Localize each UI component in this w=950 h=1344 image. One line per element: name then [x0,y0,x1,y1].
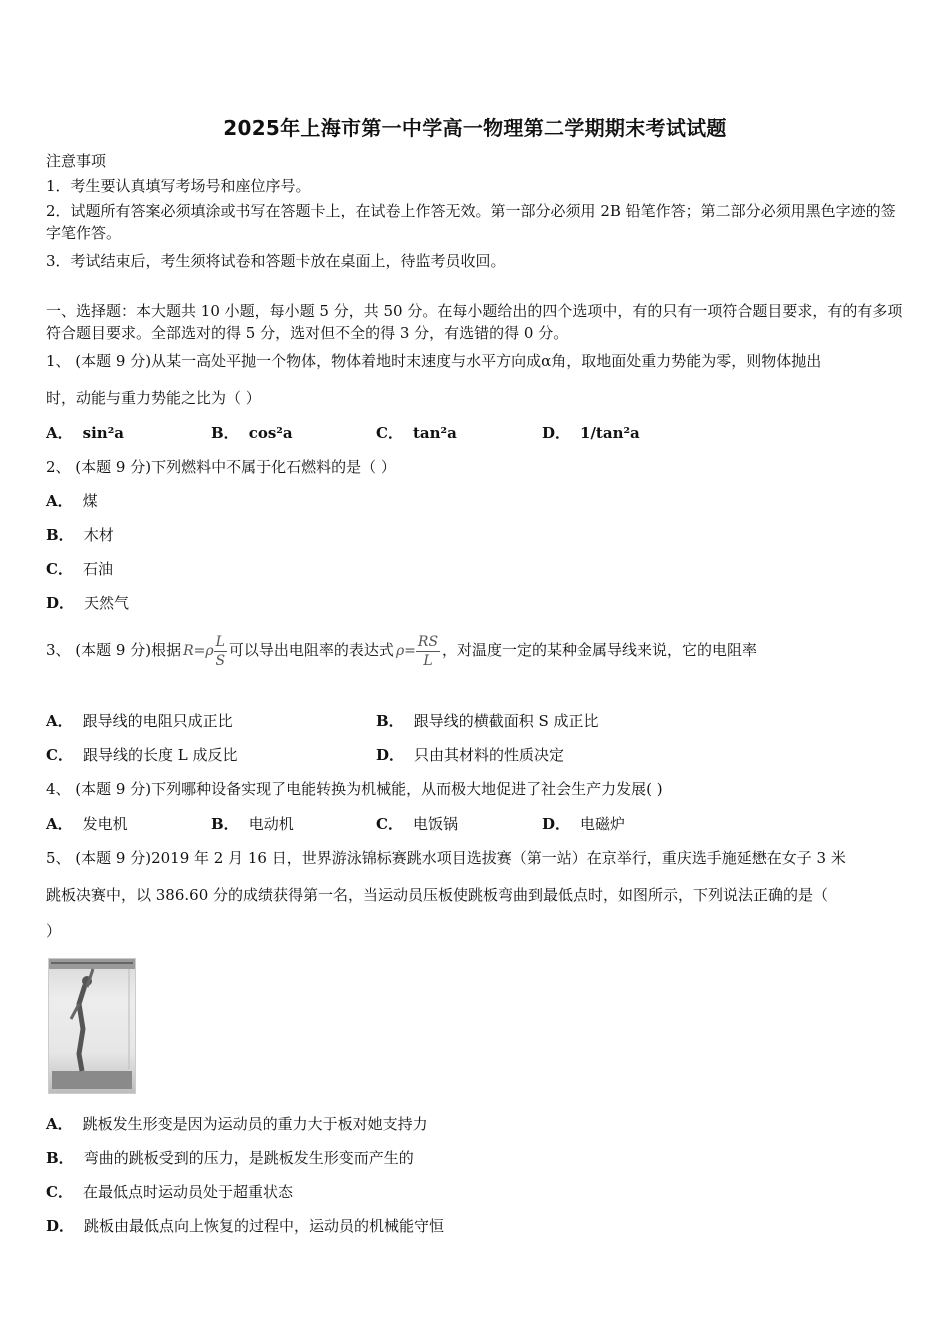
option-label: B． [46,1149,74,1167]
q3-stem-suffix: ，对温度一定的某种金属导线来说，它的电阻率 [442,641,758,659]
formula-fraction [416,633,440,670]
option-text: 只由其材料的性质决定 [414,746,565,764]
q1-stem-line1: 1、 (本题 9 分)从某一高处平抛一个物体，物体着地时末速度与水平方向成α角，取地面处重力势能为零，则物体抛出 [46,352,822,370]
q2-option-d [46,592,129,614]
q2-option-b [46,524,114,546]
q5-option-a [46,1113,428,1135]
q4-stem: 4、 (本题 9 分)下列哪种设备实现了电能转换为机械能，从而极大地促进了社会生产力发展( ) [46,780,663,798]
q4-option-d [542,813,625,835]
option-label: C． [46,1183,73,1201]
option-text: 电饭锅 [412,815,458,833]
q3-option-c [46,744,237,766]
option-label: D． [46,594,75,612]
section-intro: 一、选择题：本大题共 10 小题，每小题 5 分，共 50 分。在每小题给出的四个选项中，有的只有一项符合题目要求，有的有多项符合题目要求。全部选对的得 5 分，选对但不全的得 3 分，有选错的得 0 分。 [46,302,903,342]
q5-option-d [46,1215,444,1237]
option-label: A． [46,492,73,510]
q3-stem-prefix: 3、 (本题 9 分)根据 [46,641,182,659]
option-text: sin²a [82,424,124,442]
option-label: C． [46,746,73,764]
notice-heading: 注意事项 [46,152,107,170]
option-text: 跳板由最低点向上恢复的过程中，运动员的机械能守恒 [84,1217,445,1235]
option-text: 天然气 [84,594,130,612]
q1-option-d [542,422,640,444]
q5-stem-line1: 5、 (本题 9 分)2019 年 2 月 16 日，世界游泳锦标赛跳水项目选拔赛（第一站）在京举行，重庆选手施延懋在女子 3 米 [46,849,846,867]
option-label: C． [376,424,403,442]
option-label: B． [211,815,239,833]
notice-item-3: 3．考试结束后，考生须将试卷和答题卡放在桌面上，待监考员收回。 [46,252,506,270]
option-label: D． [376,746,405,764]
option-text: 发电机 [82,815,128,833]
q3-option-d [376,744,564,766]
option-text: 木材 [83,526,114,544]
q4-option-c [376,813,458,835]
q1-option-a [46,422,124,444]
option-label: C． [46,560,73,578]
option-text: 跟导线的长度 L 成反比 [82,746,238,764]
option-label: A． [46,1115,73,1133]
option-text: 煤 [82,492,98,510]
option-label: C． [376,815,403,833]
option-label: A． [46,815,73,833]
option-text: 电磁炉 [580,815,626,833]
option-label: D． [542,424,571,442]
q2-option-a [46,490,98,512]
q3-option-b [376,710,599,732]
fraction-denominator: L [423,652,433,669]
option-text: 跟导线的横截面积 S 成正比 [413,712,599,730]
option-text: 石油 [82,560,113,578]
formula-resistivity [396,629,440,673]
q5-option-c [46,1181,293,1203]
q2-option-c [46,558,113,580]
q5-stem-line3: ） [46,922,62,940]
notice-item-1: 1．考生要认真填写考场号和座位序号。 [46,177,311,195]
option-label: D． [542,815,571,833]
option-text: 在最低点时运动员处于超重状态 [82,1183,293,1201]
q2-stem: 2、 (本题 9 分)下列燃料中不属于化石燃料的是（ ） [46,458,396,476]
option-text: tan²a [412,424,457,442]
q4-option-a [46,813,128,835]
notice-item-2: 2．试题所有答案必须填涂或书写在答题卡上，在试卷上作答无效。第一部分必须用 2B 铅笔作答；第二部分必须用黑色字迹的签字笔作答。 [46,202,896,242]
fraction-numerator: RS [417,633,439,650]
option-label: B． [46,526,74,544]
q4-option-b [211,813,294,835]
option-text: 弯曲的跳板受到的压力，是跳板发生形变而产生的 [83,1149,414,1167]
q1-option-c [376,422,457,444]
option-label: A． [46,712,73,730]
option-label: B． [376,712,404,730]
option-label: D． [46,1217,75,1235]
q1-stem-line2: 时，动能与重力势能之比为（ ） [46,389,261,407]
page-title: 2025年上海市第一中学高一物理第二学期期末考试试题 [223,116,727,140]
option-text: 跟导线的电阻只成正比 [82,712,233,730]
option-text: cos²a [248,424,293,442]
option-text: 跳板发生形变是因为运动员的重力大于板对她支持力 [82,1115,428,1133]
q3-option-a [46,710,233,732]
q3-stem-mid: 可以导出电阻率的表达式 [228,641,394,659]
fraction-numerator: L [215,633,225,650]
fraction-denominator: S [215,652,226,669]
formula-lhs: R=ρ [183,643,214,659]
option-label: A． [46,424,73,442]
q3-stem [46,628,757,673]
q1-option-b [211,422,293,444]
diver-photo [48,958,136,1094]
option-label: B． [211,424,239,442]
option-text: 电动机 [248,815,294,833]
formula-lhs: ρ= [395,643,416,659]
q5-stem-line2: 跳板决赛中，以 386.60 分的成绩获得第一名，当运动员压板使跳板弯曲到最低点时，如图所示，下列说法正确的是（ [46,886,829,904]
option-text: 1/tan²a [580,424,640,442]
formula-resistance [183,629,227,673]
formula-fraction [214,633,227,670]
q5-option-b [46,1147,414,1169]
diver-figure-icon [49,959,135,1093]
